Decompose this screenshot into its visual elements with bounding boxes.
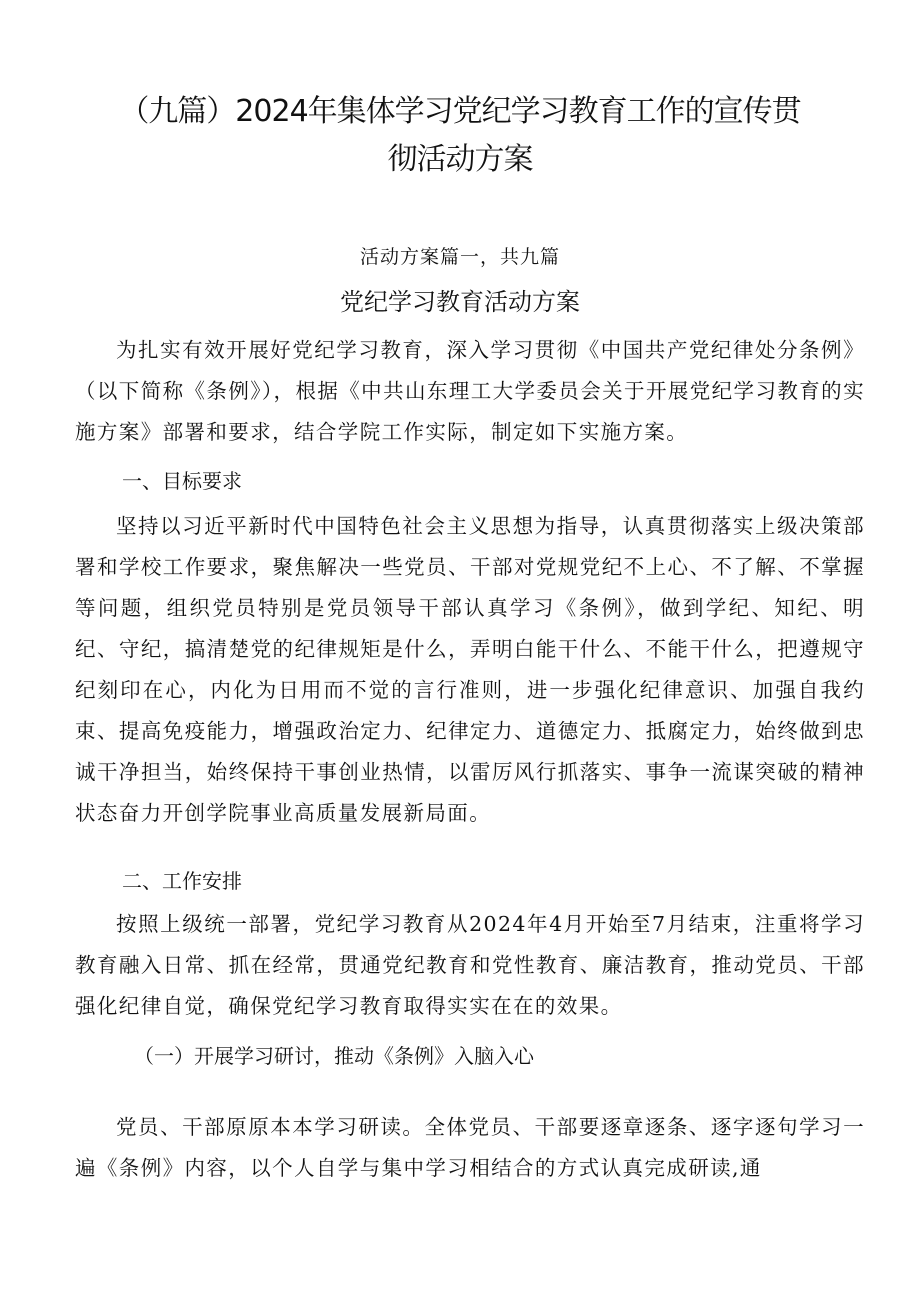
heading-work-arrangement: 二、工作安排: [122, 869, 242, 893]
work-arrangement-paragraph: 按照上级统一部署，党纪学习教育从2024年4月开始至7月结束，注重将学习教育融入日常、抓在经常，贯通党纪教育和党性教育、廉洁教育，推动党员、干部强化纪律自觉，确保党纪学习教育取得实实在在的效果。: [75, 912, 865, 1018]
intro-paragraph: 为扎实有效开展好党纪学习教育，深入学习贯彻《中国共产党纪律处分条例》（以下简称《条例》），根据《中共山东理工大学委员会关于开展党纪学习教育的实施方案》部署和要求，结合学院工作实际，制定如下实施方案。: [75, 338, 865, 444]
title-line-1: （九篇）2024年集体学习党纪学习教育工作的宣传贯: [119, 94, 801, 129]
section-title: 党纪学习教育活动方案: [340, 288, 580, 316]
goals-paragraph: 坚持以习近平新时代中国特色社会主义思想为指导，认真贯彻落实上级决策部署和学校工作要求，聚焦解决一些党员、干部对党规党纪不上心、不了解、不掌握等问题，组织党员特别是党员领导干部认真学习《条例》，做到学纪、知纪、明纪、守纪，搞清楚党的纪律规矩是什么，弄明白能干什么、不能干什么，把遵规守纪刻印在心，内化为日用而不觉的言行准则，进一步强化纪律意识、加强自我约束、提高免疫能力，增强政治定力、纪律定力、道德定力、抵腐定力，始终做到忠诚干净担当，始终保持干事创业热情，以雷厉风行抓落实、事争一流谋突破的精神状态奋力开创学院事业高质量发展新局面。: [75, 514, 865, 825]
document-subtitle: 活动方案篇一，共九篇: [359, 246, 560, 268]
heading-study-discussion: （一）开展学习研讨，推动《条例》入脑入心: [134, 1044, 534, 1068]
document-title: [60, 88, 860, 184]
heading-goals: 一、目标要求: [122, 469, 242, 493]
study-paragraph: 党员、干部原原本本学习研读。全体党员、干部要逐章逐条、逐字逐句学习一遍《条例》内容，以个人自学与集中学习相结合的方式认真完成研读,通: [75, 1115, 865, 1180]
title-line-2: 彻活动方案: [387, 142, 533, 177]
